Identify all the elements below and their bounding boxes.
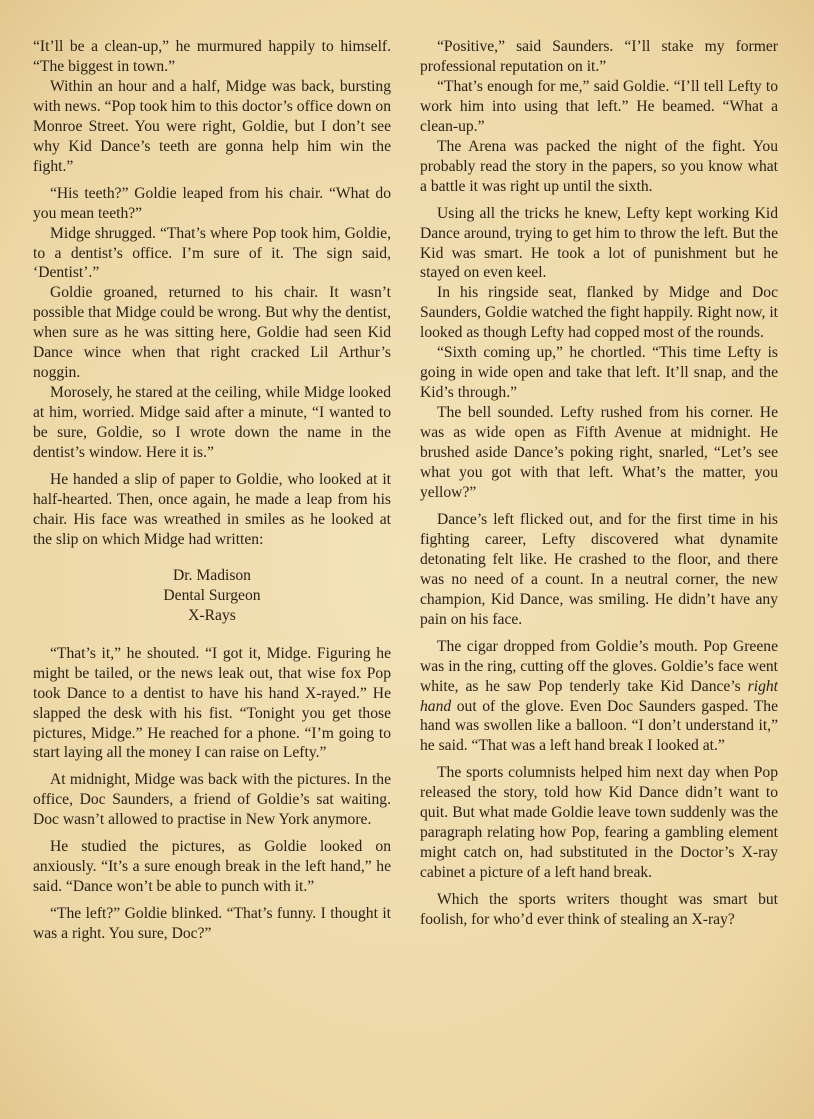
right-column xyxy=(420,37,778,930)
paragraph: Which the sports writers thought was smart but foolish, for who’d ever think of stealing an X-ray? xyxy=(420,891,778,929)
paragraph: “Positive,” said Saunders. “I’ll stake my former professional reputation on it.” xyxy=(420,38,778,75)
paragraph: He handed a slip of paper to Goldie, who looked at it half-hearted. Then, once again, he made a leap from his chair. His face was wreathed in smiles as he looked at the slip on which Midge had written: xyxy=(33,471,391,548)
paragraph: “That’s it,” he shouted. “I got it, Midge. Figuring he might be tailed, or the news leak out, that wise fox Pop took Dance to a dentist to have his hand X-rayed.” He slapped the desk with his fist. “Tonight you get those pictures, Midge.” He reached for a phone. “I’m going to start laying all the money I can raise on Lefty.” xyxy=(33,644,391,762)
dentist-sign xyxy=(33,566,391,626)
paragraph: “It’ll be a clean-up,” he murmured happily to himself. “The biggest in town.” xyxy=(33,38,391,75)
paragraph: Within an hour and a half, Midge was back, bursting with news. “Pop took him to this doctor’s office down on Monroe Street. You were right, Goldie, but I don’t see why Kid Dance’s teeth are gonna help him win the fight.” xyxy=(33,77,391,175)
paragraph: The Arena was packed the night of the fight. You probably read the story in the papers, so you know what a battle it was right up until the sixth. xyxy=(420,137,778,195)
text: out of the glove. Even Doc Saunders gasped. The hand was swollen like a balloon. “I don’t understand it,” he said. “That was a left hand break I looked at.” xyxy=(420,697,779,755)
paragraph: “That’s enough for me,” said Goldie. “I’ll tell Lefty to work him into using that left.” He beamed. “What a clean-up.” xyxy=(420,77,778,135)
sign-line: Dr. Madison xyxy=(173,566,251,584)
emphasis: right hand xyxy=(420,677,778,715)
paragraph: Midge shrugged. “That’s where Pop took him, Goldie, to a dentist’s office. I’m sure of it. The sign said, ‘Dentist’.” xyxy=(33,224,391,282)
paragraph: The bell sounded. Lefty rushed from his corner. He was as wide open as Fifth Avenue at midnight. He brushed aside Dance’s poking right, snarled, “Let’s see what you got with that left. What’s the matter, you yellow?” xyxy=(420,404,778,501)
sign-line: X-Rays xyxy=(188,606,236,624)
left-column xyxy=(33,37,391,944)
paragraph xyxy=(420,637,778,757)
paragraph: At midnight, Midge was back with the pictures. In the office, Doc Saunders, a friend of Goldie’s sat waiting. Doc wasn’t allowed to practise in New York anymore. xyxy=(33,771,391,829)
paragraph: Goldie groaned, returned to his chair. It wasn’t possible that Midge could be wrong. But why the dentist, when sure as he was sitting here, Goldie had seen Kid Dance wince when that right cracked Lil Arthur’s noggin. xyxy=(33,284,391,382)
paragraph: He studied the pictures, as Goldie looked on anxiously. “It’s a sure enough break in the left hand,” he said. “Dance won’t be able to punch with it.” xyxy=(33,838,391,896)
paragraph: Morosely, he stared at the ceiling, while Midge looked at him, worried. Midge said after a minute, “I wanted to be sure, Goldie, so I wrote down the name in the dentist’s window. Here it is.” xyxy=(33,384,391,462)
text: The cigar dropped from Goldie’s mouth. Pop Greene was in the ring, cutting off the gloves. Goldie’s face went white, as he saw Pop tenderly take Kid Dance’s xyxy=(420,637,778,695)
sign-line: Dental Surgeon xyxy=(163,586,261,604)
paragraph: Using all the tricks he knew, Lefty kept working Kid Dance around, trying to get him to throw the left. But the Kid was smart. He took a lot of punishment but he stayed on even keel. xyxy=(420,204,778,282)
paragraph: Dance’s left flicked out, and for the first time in his fighting career, Lefty discovered what dynamite detonating felt like. He crashed to the floor, and there was no need of a count. In a neutral corner, the new champion, Kid Dance, was smiling. He didn’t have any pain on his face. xyxy=(420,510,778,628)
paragraph: “Sixth coming up,” he chortled. “This time Lefty is going in wide open and take that left. It’ll snap, and the Kid’s through.” xyxy=(420,344,778,402)
paragraph: “His teeth?” Goldie leaped from his chair. “What do you mean teeth?” xyxy=(33,184,391,222)
paragraph: “The left?” Goldie blinked. “That’s funny. I thought it was a right. You sure, Doc?” xyxy=(33,905,391,943)
paragraph: In his ringside seat, flanked by Midge and Doc Saunders, Goldie watched the fight happily. Right now, it looked as though Lefty had copped most of the rounds. xyxy=(420,284,778,342)
paragraph: The sports columnists helped him next day when Pop released the story, told how Kid Dance didn’t want to quit. But what made Goldie leave town suddenly was the paragraph relating how Pop, fearing a gambling element might catch on, had substituted in the Doctor’s X-ray cabinet a picture of a left hand break. xyxy=(420,764,778,882)
